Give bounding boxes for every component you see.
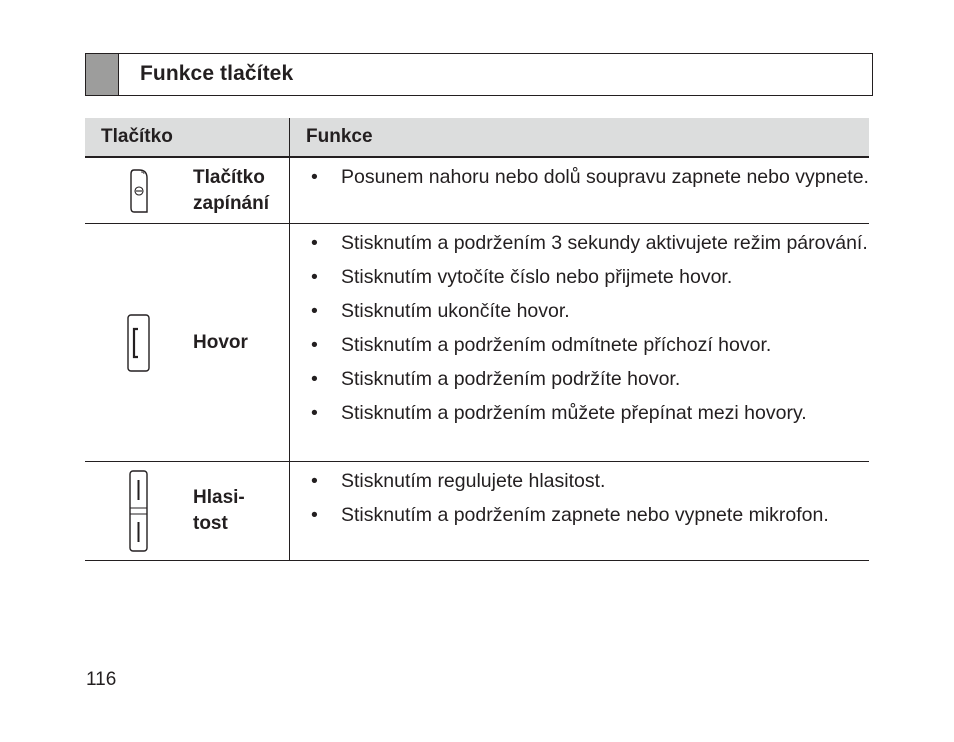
list-item: • Stisknutím a podržením můžete přepínat mezi hovory. <box>306 400 869 426</box>
list-item: • Stisknutím ukončíte hovor. <box>306 298 869 324</box>
table-row <box>85 224 869 462</box>
list-item: • Posunem nahoru nebo dolů soupravu zapnete nebo vypnete. <box>306 164 869 190</box>
list-item: • Stisknutím a podržením odmítnete příchozí hovor. <box>306 332 869 358</box>
key-cell <box>85 157 290 224</box>
table-row <box>85 462 869 561</box>
section-header-tab <box>86 54 119 95</box>
power-switch-icon <box>85 168 193 214</box>
key-label: Hlasi- tost <box>193 487 245 534</box>
function-cell <box>290 157 870 224</box>
page-number: 116 <box>86 669 117 690</box>
button-functions-table <box>85 118 869 561</box>
volume-button-icon <box>85 470 193 552</box>
key-label: Tlačítko zapínání <box>193 166 270 214</box>
function-cell <box>290 224 870 462</box>
list-item: • Stisknutím a podržením 3 sekundy aktivujete režim párování. <box>306 230 869 256</box>
section-header <box>85 53 873 96</box>
list-item: • Stisknutím vytočíte číslo nebo přijmete hovor. <box>306 264 869 290</box>
table-header-row <box>85 118 869 157</box>
section-title: Funkce tlačítek <box>140 62 294 85</box>
header-function: Funkce <box>290 118 870 157</box>
list-item: • Stisknutím a podržením podržíte hovor. <box>306 366 869 392</box>
list-item: • Stisknutím regulujete hlasitost. <box>306 468 869 494</box>
function-list <box>290 158 869 196</box>
call-button-icon <box>85 314 193 372</box>
key-label: Hovor <box>193 331 248 353</box>
key-cell <box>85 224 290 462</box>
key-cell <box>85 462 290 561</box>
function-list <box>290 462 869 534</box>
table-row <box>85 157 869 224</box>
function-list <box>290 224 869 432</box>
header-key: Tlačítko <box>85 118 290 157</box>
function-cell <box>290 462 870 561</box>
list-item: • Stisknutím a podržením zapnete nebo vypnete mikrofon. <box>306 502 869 528</box>
